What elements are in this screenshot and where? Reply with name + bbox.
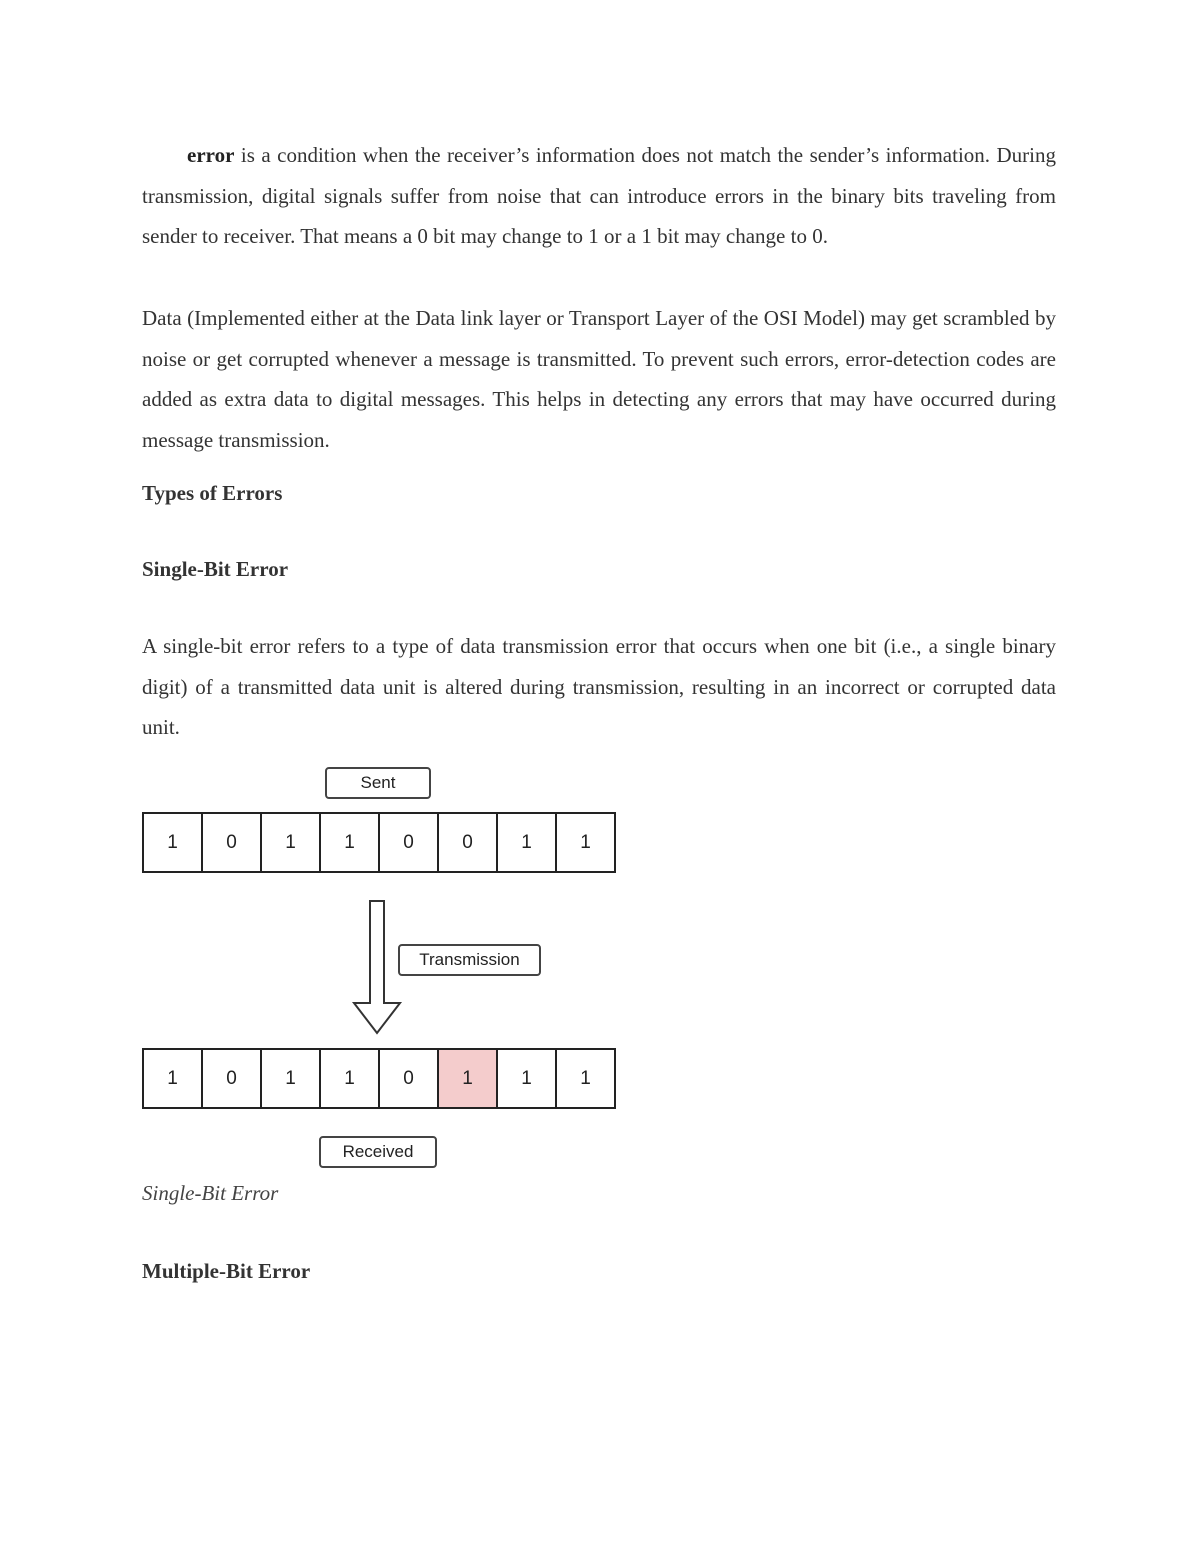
transmission-label: Transmission — [398, 944, 541, 976]
received-bit-5: 1 — [439, 1050, 498, 1107]
sent-bit-0: 1 — [144, 814, 203, 871]
heading-types-of-errors: Types of Errors — [142, 481, 283, 505]
received-bit-3: 1 — [321, 1050, 380, 1107]
received-bit-0: 1 — [144, 1050, 203, 1107]
figure-caption: Single-Bit Error — [142, 1181, 279, 1205]
received-bit-row — [142, 1048, 616, 1109]
received-label: Received — [319, 1136, 437, 1168]
received-bit-6: 1 — [498, 1050, 557, 1107]
received-bit-1: 0 — [203, 1050, 262, 1107]
data-paragraph: Data (Implemented either at the Data link layer or Transport Layer of the OSI Model) may get scrambled by noise or get corrupted whenever a message is transmitted. To prevent such errors, error-detection codes are added as extra data to digital messages. This helps in detecting any errors that may have occurred during message transmission. — [142, 306, 1056, 452]
heading-multiple-bit-error: Multiple-Bit Error — [142, 1259, 311, 1283]
intro-lead-term: error — [187, 143, 235, 167]
intro-paragraph — [142, 135, 1056, 257]
received-bit-4: 0 — [380, 1050, 439, 1107]
sent-bit-6: 1 — [498, 814, 557, 871]
sent-bit-row — [142, 812, 616, 873]
sent-bit-7: 1 — [557, 814, 616, 871]
sent-bit-2: 1 — [262, 814, 321, 871]
intro-paragraph-text: is a condition when the receiver’s information does not match the sender’s information. During transmission, digital signals suffer from noise that can introduce errors in the binary bits traveling from sender to receiver. That means a 0 bit may change to 1 or a 1 bit may change to 0. — [142, 143, 1056, 249]
sent-bit-4: 0 — [380, 814, 439, 871]
sent-label: Sent — [325, 767, 431, 799]
sent-bit-1: 0 — [203, 814, 262, 871]
sent-bit-5: 0 — [439, 814, 498, 871]
heading-single-bit-error: Single-Bit Error — [142, 557, 289, 581]
received-bit-7: 1 — [557, 1050, 616, 1107]
sent-bit-3: 1 — [321, 814, 380, 871]
received-bit-2: 1 — [262, 1050, 321, 1107]
single-bit-description: A single-bit error refers to a type of data transmission error that occurs when one bit (i.e., a single binary digit) of a transmitted data unit is altered during transmission, resulting in an incorrect or corrupted data unit. — [142, 634, 1056, 740]
